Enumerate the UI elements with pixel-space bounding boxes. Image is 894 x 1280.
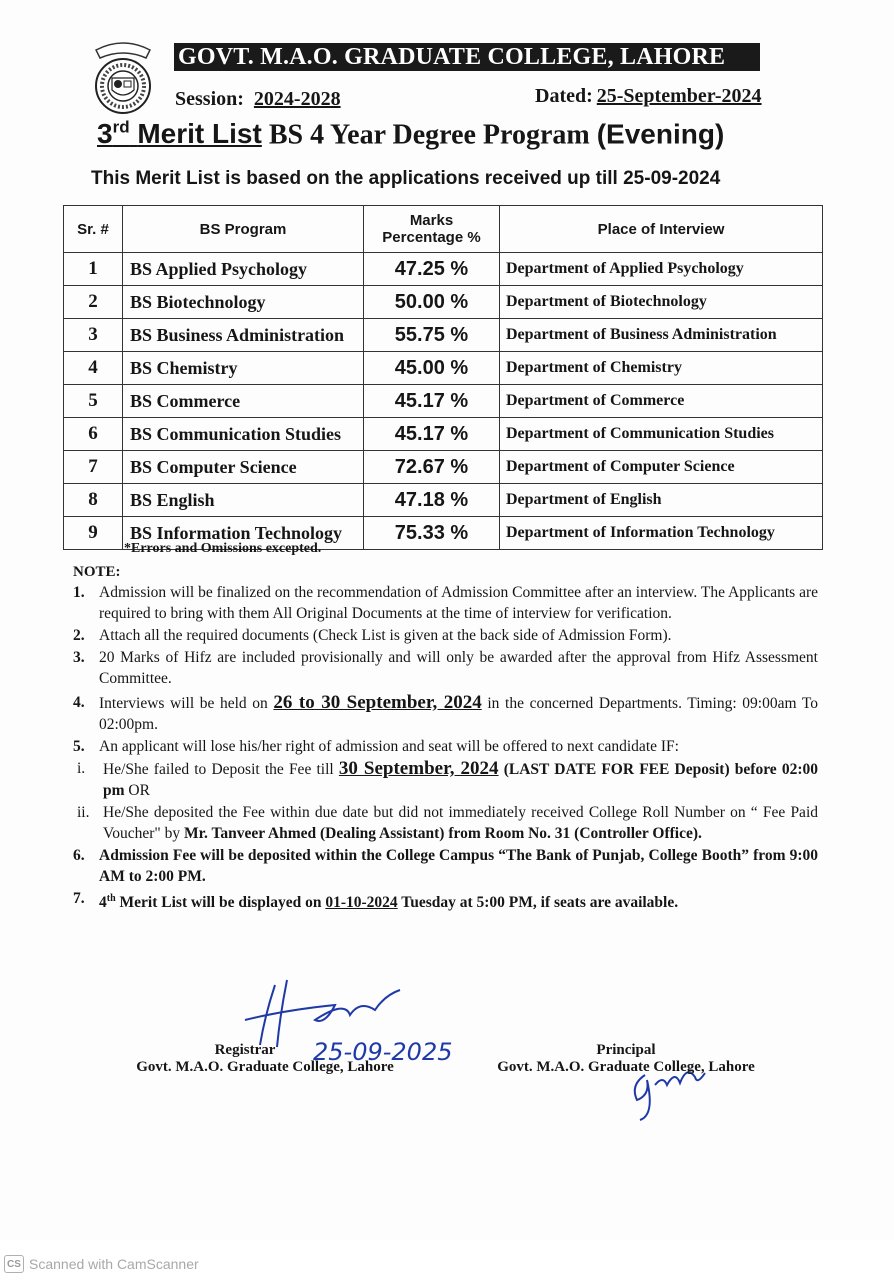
- table-row: [64, 352, 823, 385]
- row-place: Department of Biotechnology: [500, 286, 823, 319]
- subtitle: This Merit List is based on the applications received up till 25-09-2024: [91, 168, 721, 189]
- table-row: [64, 385, 823, 418]
- table-row: [64, 319, 823, 352]
- note-item: 1. Admission will be finalized on the recommendation of Admission Committee after an interview. The Applicants are required to bring with them All Original Documents at the time of interview for verification.: [73, 584, 818, 622]
- principal-org: Govt. M.A.O. Graduate College, Lahore: [497, 1059, 755, 1075]
- note-subitem: i. He/She failed to Deposit the Fee till 30 September, 2024 (LAST DATE FOR FEE Deposit) before 02:00 pm OR: [77, 758, 818, 799]
- table-row: [64, 418, 823, 451]
- row-sr: 7: [64, 451, 123, 484]
- row-place: Department of Computer Science: [500, 451, 823, 484]
- row-percentage: 47.18 %: [364, 484, 500, 517]
- dated-value: 25-September-2024: [596, 85, 762, 107]
- note-item: 3. 20 Marks of Hifz are included provisionally and will only be awarded after the approval from Hifz Assessment Committee.: [73, 649, 818, 687]
- note-item: 6. Admission Fee will be deposited within the College Campus “The Bank of Punjab, College Booth” from 9:00 AM to 2:00 PM.: [73, 847, 818, 885]
- note-item: 7. 4th Merit List will be displayed on 01-10-2024 Tuesday at 5:00 PM, if seats are available.: [73, 890, 679, 912]
- principal-role: Principal: [596, 1042, 656, 1058]
- note-heading: NOTE:: [73, 564, 121, 580]
- row-program: BS Commerce: [123, 385, 364, 418]
- row-sr: 8: [64, 484, 123, 517]
- row-percentage: 72.67 %: [364, 451, 500, 484]
- title-merit-list: 3rd Merit List: [97, 118, 262, 150]
- principal-block: [486, 1042, 766, 1076]
- title-shift: (Evening): [596, 118, 725, 150]
- header-place: Place of Interview: [500, 206, 823, 253]
- row-sr: 6: [64, 418, 123, 451]
- row-sr: 5: [64, 385, 123, 418]
- row-program: BS Business Administration: [123, 319, 364, 352]
- table-row: [64, 253, 823, 286]
- row-program: BS Computer Science: [123, 451, 364, 484]
- row-place: Department of Communication Studies: [500, 418, 823, 451]
- row-place: Department of Chemistry: [500, 352, 823, 385]
- camscanner-watermark: [4, 1255, 199, 1273]
- row-place: Department of Information Technology: [500, 517, 823, 550]
- merit-table: [63, 205, 823, 550]
- dated: [535, 85, 762, 108]
- registrar-role: Registrar: [214, 1042, 276, 1058]
- row-percentage: 55.75 %: [364, 319, 500, 352]
- camscanner-icon: CS: [4, 1255, 24, 1273]
- table-row: [64, 286, 823, 319]
- dated-label: Dated:: [535, 85, 593, 107]
- row-sr: 4: [64, 352, 123, 385]
- row-sr: 9: [64, 517, 123, 550]
- registrar-org: Govt. M.A.O. Graduate College, Lahore: [136, 1059, 394, 1075]
- table-header-row: [64, 206, 823, 253]
- table-row: [64, 484, 823, 517]
- row-percentage: 50.00 %: [364, 286, 500, 319]
- next-merit-date: 01-10-2024: [325, 894, 398, 912]
- camscanner-label: Scanned with CamScanner: [29, 1256, 199, 1272]
- header-program: BS Program: [123, 206, 364, 253]
- note-item: 2. Attach all the required documents (Check List is given at the back side of Admission Form).: [73, 627, 672, 644]
- row-sr: 3: [64, 319, 123, 352]
- header-marks: Marks Percentage %: [364, 206, 500, 253]
- title-program: BS 4 Year Degree Program: [261, 119, 597, 151]
- row-percentage: 47.25 %: [364, 253, 500, 286]
- row-program: BS Biotechnology: [123, 286, 364, 319]
- handwritten-date: 25-09-2025: [313, 1038, 453, 1065]
- row-place: Department of Applied Psychology: [500, 253, 823, 286]
- row-place: Department of Business Administration: [500, 319, 823, 352]
- college-name: GOVT. M.A.O. GRADUATE COLLEGE, LAHORE: [174, 43, 760, 71]
- note-item: 5. An applicant will lose his/her right of admission and seat will be offered to next candidate IF:: [73, 738, 679, 755]
- session-value: 2024-2028: [253, 88, 341, 110]
- session-label: Session:: [175, 88, 244, 110]
- row-sr: 2: [64, 286, 123, 319]
- registrar-block: [125, 1042, 405, 1076]
- row-percentage: 75.33 %: [364, 517, 500, 550]
- row-program: BS Chemistry: [123, 352, 364, 385]
- row-sr: 1: [64, 253, 123, 286]
- row-percentage: 45.17 %: [364, 418, 500, 451]
- row-program: BS Applied Psychology: [123, 253, 364, 286]
- row-percentage: 45.17 %: [364, 385, 500, 418]
- row-place: Department of Commerce: [500, 385, 823, 418]
- notes-list: [73, 582, 818, 914]
- row-place: Department of English: [500, 484, 823, 517]
- page-title: [97, 118, 724, 151]
- fee-last-date: 30 September, 2024: [338, 758, 499, 779]
- session: [175, 88, 341, 111]
- table-row: [64, 451, 823, 484]
- header-sr: Sr. #: [64, 206, 123, 253]
- note-item: 4. Interviews will be held on 26 to 30 September, 2024 in the concerned Departments. Timing: 09:00am To 02:00pm.: [73, 692, 818, 733]
- interview-dates: 26 to 30 September, 2024: [273, 692, 482, 713]
- row-program: BS English: [123, 484, 364, 517]
- row-program: BS Communication Studies: [123, 418, 364, 451]
- row-program: BS Information Technology: [123, 517, 364, 550]
- note-subitem: ii. He/She deposited the Fee within due date but did not immediately received College Roll Number on “ Fee Paid Voucher" by Mr. Tanveer Ahmed (Dealing Assistant) from Room No. 31 (Controller Office).: [77, 804, 818, 842]
- row-percentage: 45.00 %: [364, 352, 500, 385]
- college-crest-logo: [90, 36, 156, 116]
- errors-footnote: *Errors and Omissions excepted.: [124, 541, 322, 556]
